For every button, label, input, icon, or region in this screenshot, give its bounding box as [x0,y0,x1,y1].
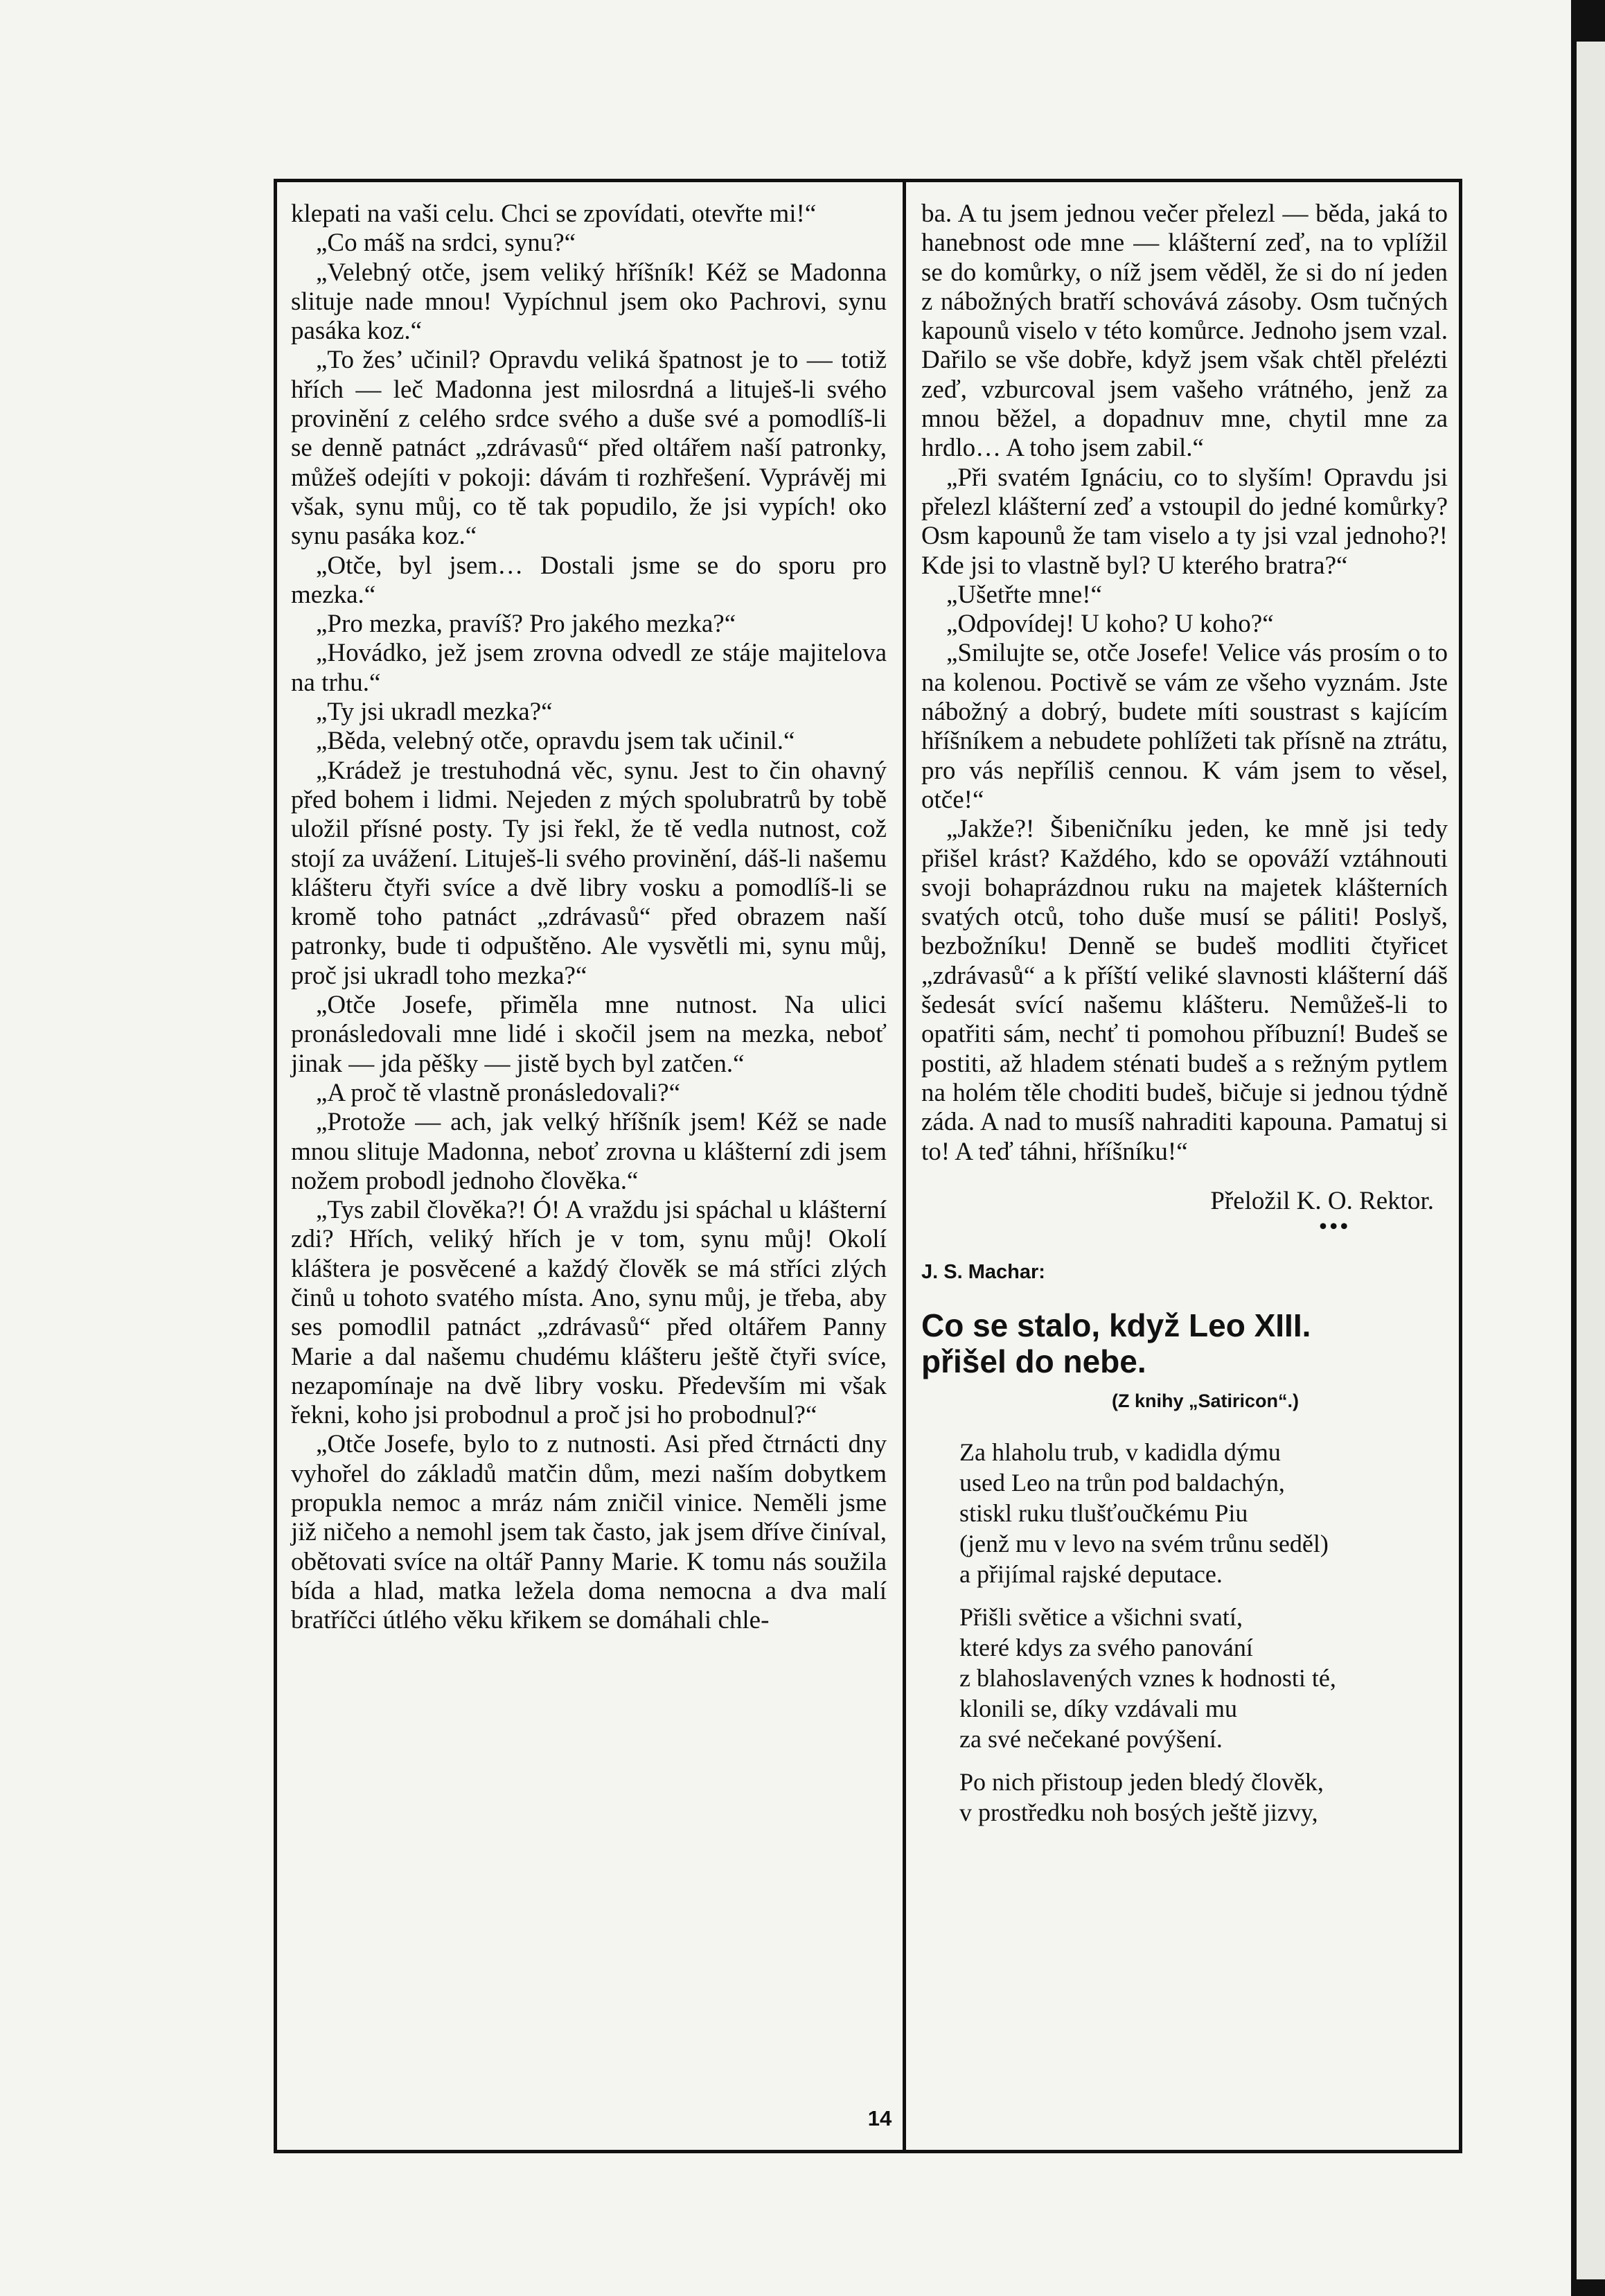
verse-line: které kdys za svého panování [959,1633,1253,1661]
translator-credit: Přeložil K. O. Rektor. [1210,1186,1434,1215]
poem-title [921,1307,1448,1379]
verse-line: z blahoslavených vznes k hodnosti té, [959,1663,1336,1692]
poem-stanza [959,1767,1448,1828]
poem-source: (Z knihy „Satiricon“.) [1111,1390,1300,1411]
paragraph: „Krádež je trestuhodná věc, synu. Jest to čin ohavný před bohem i lidmi. Nejeden z mých spolubratrů by tobě uložil přísné posty. Ty jsi řekl, že tě vedla nutnost, což stojí za uvážení. Lituješ-li svého provinění, dáš-li našemu klášteru čtyři svíce a dvě libry vosku a pomodlíš-li se kromě toho patnáct „zdrávasů“ před obrazem naší patronky, bude ti odpuštěno. Ale vysvětli mi, synu můj, proč jsi ukradl toho mezka?“ [291,756,887,990]
verse-line: Přišli světice a všichni svatí, [959,1602,1243,1631]
paragraph: „Ušetřte mne!“ [946,580,1102,609]
paragraph: „Otče, byl jsem… Dostali jsme se do sporu pro mezka.“ [291,551,887,609]
verse-line: (jenž mu v levo na svém trůnu seděl) [959,1529,1329,1557]
paragraph: „Hovádko, jež jsem zrovna odvedl ze stáje majitelova na trhu.“ [291,639,887,697]
paragraph: „Otče Josefe, přiměla mne nutnost. Na ulici pronásledovali mne lidé i skočil jsem na mezka, neboť jinak — jda pěšky — jistě bych byl zatčen.“ [291,991,887,1078]
left-column [291,200,887,1636]
paragraph: „A proč tě vlastně pronásledovali?“ [316,1078,681,1107]
paragraph: „Otče Josefe, bylo to z nutnosti. Asi před čtrnácti dny vyhořel do základů matčin dům, mezi naším dobytkem propukla nemoc a mráz nám zničil vinice. Neměli jsme již ničeho a nemohl jsem tak často, jak jsem dříve činíval, obětovati svíce na oltář Panny Marie. K tomu nás soužila bída a hlad, matka ležela doma nemocna a dva malí bratříčci útlého věku křikem se domáhali chle- [291,1430,887,1635]
poem-stanza [959,1602,1448,1754]
paragraph: klepati na vaši celu. Chci se zpovídati, otevřte mi!“ [291,200,817,228]
verse-line: klonili se, díky vzdávali mu [959,1694,1237,1722]
paragraph: „Při svatém Ignáciu, co to slyším! Opravdu jsi přelezl klášterní zeď a vstoupil do jedné komůrky? Osm kapounů že tam viselo a ty jsi vzal jednoho?! Kde jsi to vlastně byl? U kterého bratra?“ [921,463,1448,580]
paragraph: „Co máš na srdci, synu?“ [316,229,576,258]
paragraph: „Pro mezka, pravíš? Pro jakého mezka?“ [316,610,736,639]
paragraph: „Jakže?! Šibeničníku jeden, ke mně jsi tedy přišel krást? Každého, kdo se opováží vztáhnouti svoji bohaprázdnou ruku na majetek klášterních svatých otců, toho duše musí se páliti! Poslyš, bezbožníku! Denně se budeš modliti čtyřicet „zdrávasů“ a k příští veliké slavnosti klášterní dáš šedesát svící našemu klášteru. Nemůžeš-li to opatřiti sám, nechť ti pomohou příbuzní! Budeš se postiti, až hladem sténati budeš a s režným pytlem na holém těle choditi budeš, bičuje si jednou týdně záda. A nad to musíš nahraditi kapouna. Pamatuj si to! A teď táhni, hříšníku!“ [921,815,1448,1166]
section-separator: ••• [1319,1212,1351,1238]
paragraph: „Velebný otče, jsem veliký hříšník! Kéž se Madonna slituje nade mnou! Vypíchnul jsem oko Pachrovi, synu pasáka koz.“ [291,258,887,346]
paragraph: „Smilujte se, otče Josefe! Velice vás prosím o to na kolenou. Poctivě se vám ze všeho vyznám. Jste nábožný a dobrý, budete míti soustrast s kajícím hříšníkem a nebudete pohlížeti tak přísně na ztrátu, pro vás nepříliš cennou. K vám jsem to věsel, otče!“ [921,639,1448,814]
paragraph: „To žes’ učinil? Opravdu veliká špatnost je to — totiž hřích — leč Madonna jest milosrdná a lituješ-li svého provinění z celého srdce svého a duše své a pomodlíš-li se denně patnáct „zdrávasů“ před oltářem naší patronky, můžeš odejíti v pokoji: dávám ti rozhřešení. Vyprávěj mi však, synu můj, co tě tak popudilo, že jsi vypích! oko synu pasáka koz.“ [291,346,887,551]
verse-line: za své nečekané povýšení. [959,1724,1223,1753]
poem-title-line: přišel do nebe. [921,1343,1146,1379]
adjacent-page-edge [1577,42,1605,2279]
page-number: 14 [867,2106,892,2130]
verse-line: v prostředku noh bosých ještě jizvy, [959,1798,1318,1826]
poem-stanza [959,1437,1448,1589]
verse-line: Po nich přistoup jeden bledý člověk, [959,1767,1324,1796]
poem-author: J. S. Machar: [921,1260,1045,1283]
paragraph: „Protože — ach, jak velký hříšník jsem! Kéž se nade mnou slituje Madonna, neboť zrovna u klášterní zdi jsem nožem probodl jednoho člověka.“ [291,1108,887,1195]
paragraph: „Tys zabil člověka?! Ó! A vraždu jsi spáchal u klášterní zdi? Hřích, veliký hřích je v tom, synu můj! Okolí kláštera je posvěcené a každý člověk se má stříci zlých činů u tohoto svatého místa. Ano, synu můj, je třeba, aby ses pomodlil patnáct „zdrávasů“ před oltářem Panny Marie a dal našemu chudému klášteru ještě čtyři svíce, nezapomínaje na dvě libry vosku. Především mi však řekni, koho jsi probodnul a proč jsi ho probodnul?“ [291,1196,887,1430]
paragraph: ba. A tu jsem jednou večer přelezl — běda, jaká to hanebnost ode mne — klášterní zeď, na to vplížil se do komůrky, o níž jsem věděl, že si do ní jeden z nábožných bratří schovává zásoby. Osm tučných kapounů viselo v této komůrce. Jednoho jsem vzal. Dařilo se vše dobře, když jsem však chtěl přelézti zeď, vzburcoval jsem vašeho vrátného, jenž za mnou běžel, a dopadnuv mne, chytil mne za hrdlo… A toho jsem zabil.“ [921,200,1448,463]
poem-title-line: Co se stalo, když Leo XIII. [921,1307,1311,1343]
paragraph: „Odpovídej! U koho? U koho?“ [946,610,1274,639]
right-column [921,200,1448,1840]
verse-line: Za hlaholu trub, v kadidla dýmu [959,1438,1281,1466]
verse-line: stiskl ruku tlušťoučkému Piu [959,1499,1248,1527]
verse-line: used Leo na trůn pod baldachýn, [959,1468,1285,1496]
column-divider [903,179,906,2153]
paragraph: „Ty jsi ukradl mezka?“ [316,698,553,727]
paragraph: „Běda, velebný otče, opravdu jsem tak učinil.“ [316,727,795,756]
verse-line: a přijímal rajské deputace. [959,1560,1223,1588]
